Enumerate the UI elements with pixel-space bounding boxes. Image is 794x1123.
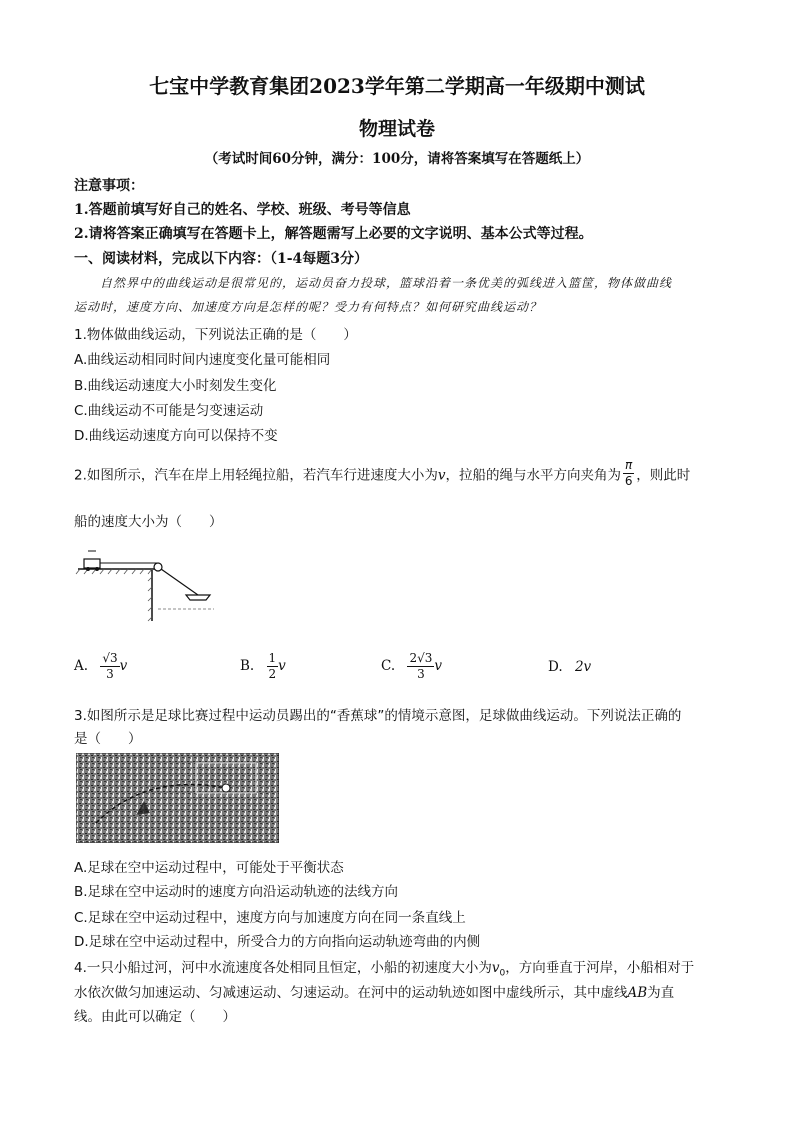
- q2-option-b-var: v: [278, 658, 286, 674]
- q3-option-c: C.足球在空中运动过程中，速度方向与加速度方向在同一条直线上: [74, 910, 466, 926]
- q2-option-a-num: √3: [102, 651, 118, 665]
- q2-option-c: [381, 651, 442, 682]
- q4-line-1: [74, 956, 694, 979]
- q2-option-a: [74, 651, 127, 682]
- notes-heading: 注意事项：: [74, 178, 144, 194]
- q2-option-a-var: v: [119, 658, 128, 674]
- notes-item-1: 1.答题前填写好自己的姓名、学校、班级、考号等信息: [74, 202, 411, 218]
- q2-option-b-label: B.: [240, 658, 255, 674]
- q2-option-a-den: 3: [106, 667, 114, 681]
- exam-info: （考试时间60分钟，满分：100分，请将答案填写在答题纸上）: [204, 151, 590, 167]
- q3-option-b: B.足球在空中运动时的速度方向沿运动轨迹的法线方向: [74, 884, 399, 900]
- q1-option-d: D.曲线运动速度方向可以保持不变: [74, 428, 278, 444]
- q2-option-b: [240, 651, 286, 682]
- q2-stem-part-2: ，拉船的绳与水平方向夹角为: [445, 467, 622, 484]
- q2-option-a-fraction: [100, 651, 119, 682]
- q2-option-b-fraction: [267, 651, 279, 682]
- q2-angle-den: 6: [624, 474, 633, 488]
- q2-angle-fraction: [623, 458, 634, 489]
- q2-angle-num: π: [625, 458, 633, 472]
- q2-option-d-value: 2v: [574, 659, 592, 675]
- q3-stem-line-1: 3.如图所示是足球比赛过程中运动员踢出的“香蕉球”的情境示意图，足球做曲线运动。下列说法正确的: [74, 708, 682, 724]
- q4-var-ab: AB: [627, 985, 648, 1001]
- exam-subtitle: 物理试卷: [358, 118, 435, 140]
- passage-line-1: 自然界中的曲线运动是很常见的，运动员奋力投球，篮球沿着一条优美的弧线进入篮筐，物体做曲线: [100, 276, 673, 290]
- q2-stem-part-3: ，则此时: [636, 467, 691, 484]
- q2-option-b-num: 1: [268, 651, 277, 665]
- q3-stem-line-2: 是（ ）: [74, 731, 142, 747]
- q2-option-c-num: 2√3: [409, 651, 433, 665]
- q1-stem: 1.物体做曲线运动，下列说法正确的是（ ）: [74, 327, 357, 343]
- q4-line-3: 线。由此可以确定（ ）: [74, 1009, 236, 1025]
- q2-stem-line-2: 船的速度大小为（ ）: [74, 514, 223, 530]
- passage-line-2: 运动时，速度方向、加速度方向是怎样的呢？受力有何特点？如何研究曲线运动？: [74, 300, 543, 314]
- q2-option-d: [548, 659, 591, 675]
- q2-option-b-den: 2: [268, 667, 277, 681]
- q3-option-d: D.足球在空中运动过程中，所受合力的方向指向运动轨迹弯曲的内侧: [74, 934, 481, 950]
- q4-line-1-part-2: ，方向垂直于河岸，小船相对于: [505, 960, 695, 976]
- q2-stem-line-1: [74, 460, 690, 491]
- q4-line-2: [74, 981, 674, 1001]
- q1-option-a: A.曲线运动相同时间内速度变化量可能相同: [74, 352, 331, 368]
- q2-option-c-fraction: [407, 651, 434, 682]
- q2-option-c-label: C.: [381, 658, 396, 674]
- q2-option-a-label: A.: [74, 658, 89, 674]
- q4-line-2-text: 水依次做匀加速运动、匀减速运动、匀速运动。在河中的运动轨迹如图中虚线所示，其中虚线: [74, 985, 628, 1001]
- q2-option-c-var: v: [434, 658, 442, 674]
- soccer-banana-kick-photo: [76, 753, 279, 843]
- q4-line-2-end: 为直: [647, 985, 675, 1001]
- q1-option-b: B.曲线运动速度大小时刻发生变化: [74, 378, 277, 394]
- exam-title: 七宝中学教育集团2023学年第二学期高一年级期中测试: [149, 74, 645, 98]
- q4-var-v0-sub: 0: [499, 968, 506, 979]
- car-boat-figure: [74, 543, 224, 623]
- q3-option-a: A.足球在空中运动过程中，可能处于平衡状态: [74, 860, 344, 876]
- q4-line-1-part-1: 4.一只小船过河，河中水流速度各处相同且恒定，小船的初速度大小为: [74, 960, 492, 976]
- q2-stem-part-1: 2.如图所示，汽车在岸上用轻绳拉船，若汽车行进速度大小为: [74, 467, 438, 484]
- q2-option-d-label: D.: [548, 659, 563, 675]
- section-1-heading: 一、阅读材料，完成以下内容：（1-4每题3分）: [74, 251, 369, 267]
- q1-option-c: C.曲线运动不可能是匀变速运动: [74, 403, 264, 419]
- q2-var-v: v: [437, 467, 446, 484]
- q4-var-v0: v: [491, 960, 500, 976]
- notes-item-2: 2.请将答案正确填写在答题卡上，解答题需写上必要的文字说明、基本公式等过程。: [74, 226, 593, 242]
- q2-option-c-den: 3: [417, 667, 425, 681]
